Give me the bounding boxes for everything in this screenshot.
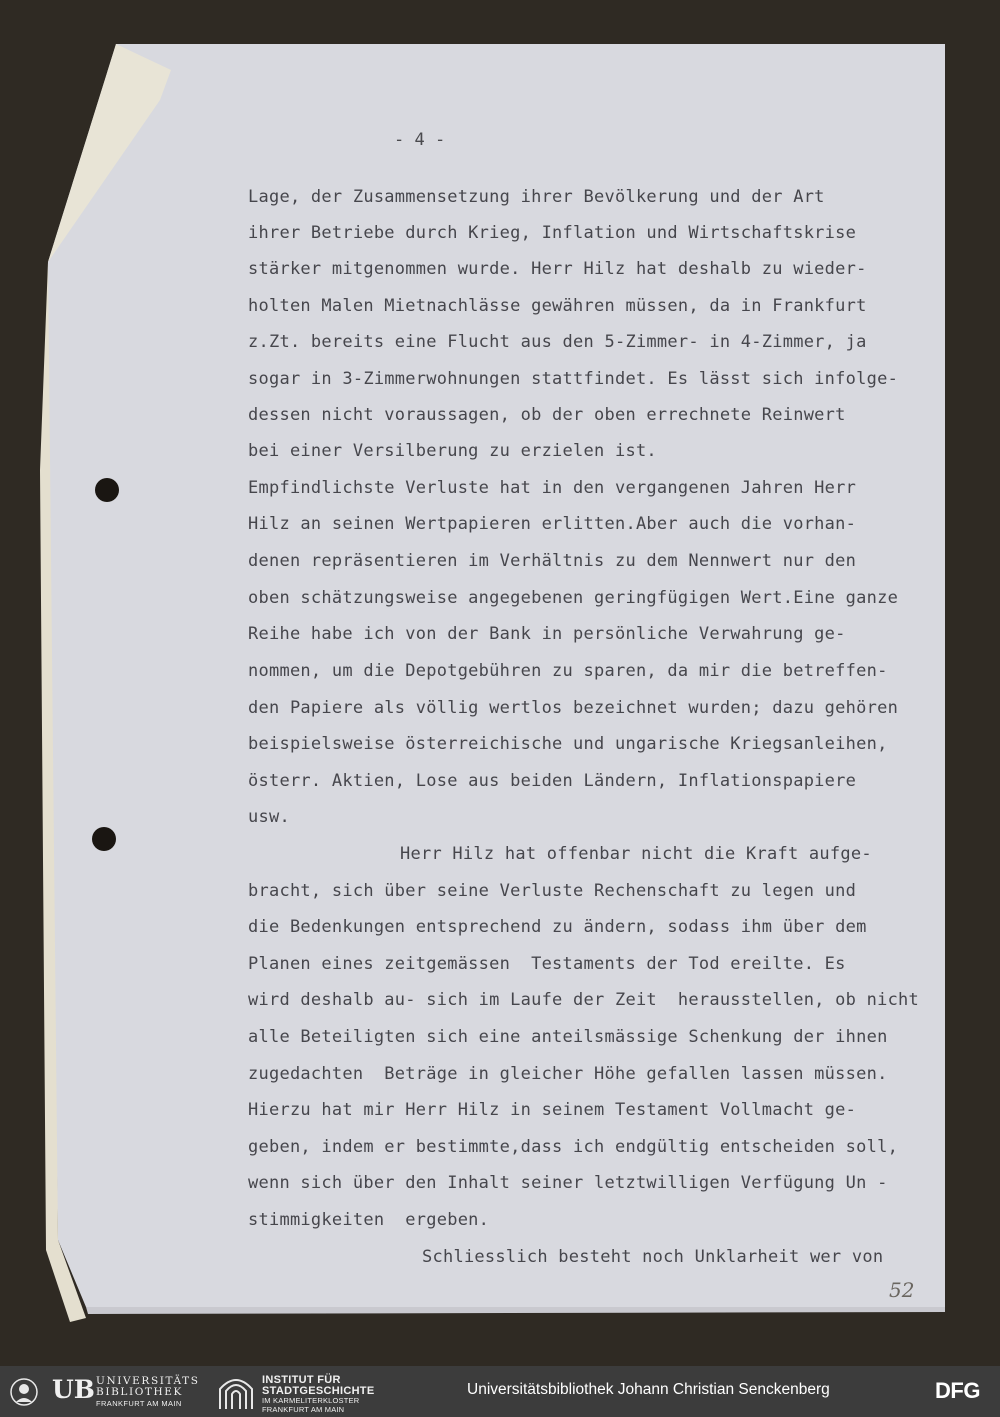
text-line: beispielsweise österreichische und ungarische Kriegsanleihen, (248, 734, 888, 754)
text-line: Lage, der Zusammensetzung ihrer Bevölkerung und der Art (248, 187, 825, 207)
text-line: den Papiere als völlig wertlos bezeichnet wurden; dazu gehören (248, 698, 899, 718)
punch-hole-top (95, 478, 119, 502)
isg-line-2: STADTGESCHICHTE (262, 1385, 375, 1397)
text-line: usw. (248, 807, 290, 827)
text-line: Schliesslich besteht noch Unklarheit wer von (422, 1247, 884, 1267)
text-line: stärker mitgenommen wurde. Herr Hilz hat deshalb zu wieder- (248, 259, 867, 279)
text-line: bei einer Versilberung zu erzielen ist. (248, 441, 657, 461)
text-line: wenn sich über den Inhalt seiner letztwilligen Verfügung Un - (248, 1173, 888, 1193)
text-line: oben schätzungsweise angegebenen geringfügigen Wert.Eine ganze (248, 588, 899, 608)
text-line: z.Zt. bereits eine Flucht aus den 5-Zimmer- in 4-Zimmer, ja (248, 332, 867, 352)
text-line: denen repräsentieren im Verhältnis zu dem Nennwert nur den (248, 551, 857, 571)
text-line: sogar in 3-Zimmerwohnungen stattfindet. Es lässt sich infolge- (248, 369, 899, 389)
text-line: geben, indem er bestimmte,dass ich endgültig entscheiden soll, (248, 1137, 899, 1157)
text-line: österr. Aktien, Lose aus beiden Ländern, Inflationspapiere (248, 771, 857, 791)
text-line: dessen nicht voraussagen, ob der oben errechnete Reinwert (248, 405, 846, 425)
dfg-logo: DFG (935, 1378, 980, 1403)
handwritten-folio-number: 52 (889, 1278, 915, 1302)
text-line: alle Beteiligten sich eine anteilsmässige Schenkung der ihnen (248, 1027, 888, 1047)
page-number: - 4 - (394, 130, 446, 150)
text-line: bracht, sich über seine Verluste Rechenschaft zu legen und (248, 881, 857, 901)
punch-hole-bottom (92, 827, 116, 851)
text-line: holten Malen Mietnachlässe gewähren müssen, da in Frankfurt (248, 296, 867, 316)
ub-line-1: UNIVERSITÄTS (96, 1375, 200, 1387)
isg-line-1: INSTITUT FÜR (262, 1374, 341, 1386)
text-line: Planen eines zeitgemässen Testaments der Tod ereilte. Es (248, 954, 846, 974)
text-line: Hilz an seinen Wertpapieren erlitten.Aber auch die vorhan- (248, 514, 857, 534)
text-line: ihrer Betriebe durch Krieg, Inflation und Wirtschaftskrise (248, 223, 857, 243)
isg-line-4: FRANKFURT AM MAIN (262, 1404, 345, 1414)
ub-logo-letters: UB (52, 1375, 95, 1404)
footer-bar (0, 1366, 1000, 1417)
ub-line-2: BIBLIOTHEK (96, 1386, 183, 1398)
text-line: Empfindlichste Verluste hat in den vergangenen Jahren Herr (248, 478, 857, 498)
text-line: nommen, um die Depotgebühren zu sparen, da mir die betreffen- (248, 661, 888, 681)
text-line: stimmigkeiten ergeben. (248, 1210, 490, 1230)
isg-name (262, 1375, 374, 1414)
text-line: die Bedenkungen entsprechend zu ändern, sodass ihm über dem (248, 917, 867, 937)
isg-line-3: IM KARMELITERKLOSTER (262, 1396, 360, 1405)
library-name: Universitätsbibliothek Johann Christian Senckenberg (467, 1381, 830, 1398)
text-line: Herr Hilz hat offenbar nicht die Kraft aufge- (400, 844, 872, 864)
ub-name (96, 1376, 200, 1409)
isg-arch-icon (216, 1373, 256, 1411)
text-line: zugedachten Beträge in gleicher Höhe gefallen lassen müssen. (248, 1064, 888, 1084)
ub-line-3: FRANKFURT AM MAIN (96, 1399, 182, 1408)
text-line: Hierzu hat mir Herr Hilz in seinem Testament Vollmacht ge- (248, 1100, 857, 1120)
text-line: wird deshalb au- sich im Laufe der Zeit herausstellen, ob nicht (248, 990, 920, 1010)
text-line: Reihe habe ich von der Bank in persönliche Verwahrung ge- (248, 624, 846, 644)
